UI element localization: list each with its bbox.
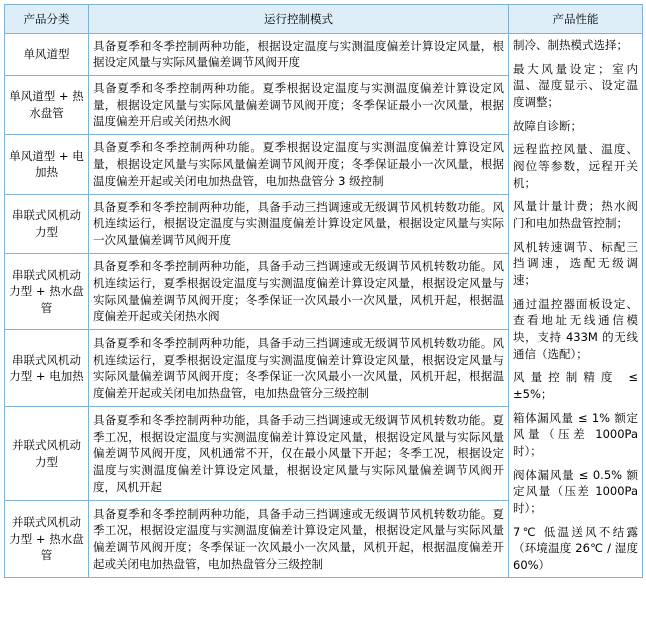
- performance-item: 箱体漏风量 ≤ 1% 额定风量（压差 1000Pa 时）；: [513, 410, 638, 459]
- category-cell: 并联式风机动力型 + 热水盘管: [5, 501, 89, 578]
- mode-cell: 具备夏季和冬季控制两种功能。夏季根据设定温度与实测温度偏差计算设定风量，根据设定风量与实际风量偏差调节风阀开度；冬季保证最小一次风量，根据温度偏差开启或关闭热水阀: [89, 75, 509, 134]
- performance-item: 远程监控风量、温度、阀位等参数，远程开关机；: [513, 142, 638, 190]
- performance-item: 通过温控器面板设定、查看地址无线通信模块，支持 433M 的无线通信（选配）；: [513, 296, 638, 361]
- header-performance: 产品性能: [509, 5, 643, 34]
- mode-cell: 具备夏季和冬季控制两种功能，具备手动三挡调速或无级调节风机转数功能。风机连续运行，夏季根据设定温度与实测温度偏差计算设定风量，根据设定风量与实际风量偏差调节风阀开度；冬季保证一次风最小一次风量，风机开起，根据温度偏差开起或关闭热水阀: [89, 253, 509, 330]
- mode-cell: 具备夏季和冬季控制两种功能，具备手动三挡调速或无级调节风机转数功能。风机连续运行，夏季根据设定温度与实测温度偏差计算设定风量，根据设定风量与实际风量偏差调节风阀开度；冬季保证一次风最小一次风量，风机开起，根据温度偏差开起或关闭电加热盘管，电加热盘管分三级控制: [89, 330, 509, 407]
- mode-cell: 具备夏季和冬季控制两种功能，具备手动三挡调速或无级调节风机转数功能。风机连续运行，根据设定温度与实测温度偏差计算设定风量，根据设定风量与实际一次风量偏差调节风阀开度: [89, 194, 509, 253]
- performance-item: 风量控制精度 ≤ ±5%；: [513, 370, 638, 402]
- mode-cell: 具备夏季和冬季控制两种功能，根据设定温度与实测温度偏差计算设定风量，根据设定风量与实际风量偏差调节风阀开度: [89, 34, 509, 76]
- mode-cell: 具备夏季和冬季控制两种功能。夏季根据设定温度与实测温度偏差计算设定风量，根据设定风量与实际风量偏差调节风阀开度；冬季保证最小一次风量，根据温度偏差开起或关闭电加热盘管，电加热盘管分 3 级控制: [89, 135, 509, 194]
- category-cell: 并联式风机动力型: [5, 407, 89, 501]
- mode-cell: 具备夏季和冬季控制两种功能，具备手动三挡调速或无级调节风机转数功能。夏季工况，根据设定温度与实测温度偏差计算设定风量，根据设定风量与实际风量偏差调节风阀开度，风机通常不开，仅在最小风量下开起；冬季工况，根据设定温度与实测温度偏差计算设定风量，根据设定风量与实际风量偏差调节风阀开度，风机开起: [89, 407, 509, 501]
- header-control-mode: 运行控制模式: [89, 5, 509, 34]
- performance-item: 风机转速调节、标配三挡调速，选配无级调速；: [513, 239, 638, 288]
- category-cell: 单风道型: [5, 34, 89, 76]
- performance-item: 风量计量计费；热水阀门和电加热盘管控制；: [513, 199, 638, 231]
- category-cell: 串联式风机动力型 + 电加热: [5, 330, 89, 407]
- mode-cell: 具备夏季和冬季控制两种功能，具备手动三挡调速或无级调节风机转数功能。夏季工况，根据设定温度与实测温度偏差计算设定风量，根据设定风量与实际风量偏差调节风阀开度；冬季保证一次风最小一次风量，风机开起，根据温度偏差开起或关闭电加热盘管，电加热盘管分三级控制: [89, 501, 509, 578]
- category-cell: 串联式风机动力型 + 热水盘管: [5, 253, 89, 330]
- performance-item: 制冷、制热模式选择；: [513, 38, 628, 52]
- performance-cell: [509, 34, 643, 578]
- category-cell: 单风道型 + 电加热: [5, 135, 89, 194]
- category-cell: 单风道型 + 热水盘管: [5, 75, 89, 134]
- header-category: 产品分类: [5, 5, 89, 34]
- category-cell: 串联式风机动力型: [5, 194, 89, 253]
- performance-item: 故障自诊断；: [513, 118, 582, 133]
- performance-item: 7℃ 低温送风不结露（环境温度 26℃ / 湿度 60%）: [513, 524, 638, 573]
- product-spec-table: [4, 4, 643, 578]
- table-body: [5, 34, 643, 578]
- table-header: [5, 5, 643, 34]
- header-row: [5, 5, 643, 34]
- performance-item: 最大风量设定；室内温、湿度显示、设定温度调整；: [513, 61, 638, 110]
- performance-item: 阀体漏风量 ≤ 0.5% 额定风量（压差 1000Pa 时）；: [513, 467, 638, 516]
- table-row: [5, 34, 643, 76]
